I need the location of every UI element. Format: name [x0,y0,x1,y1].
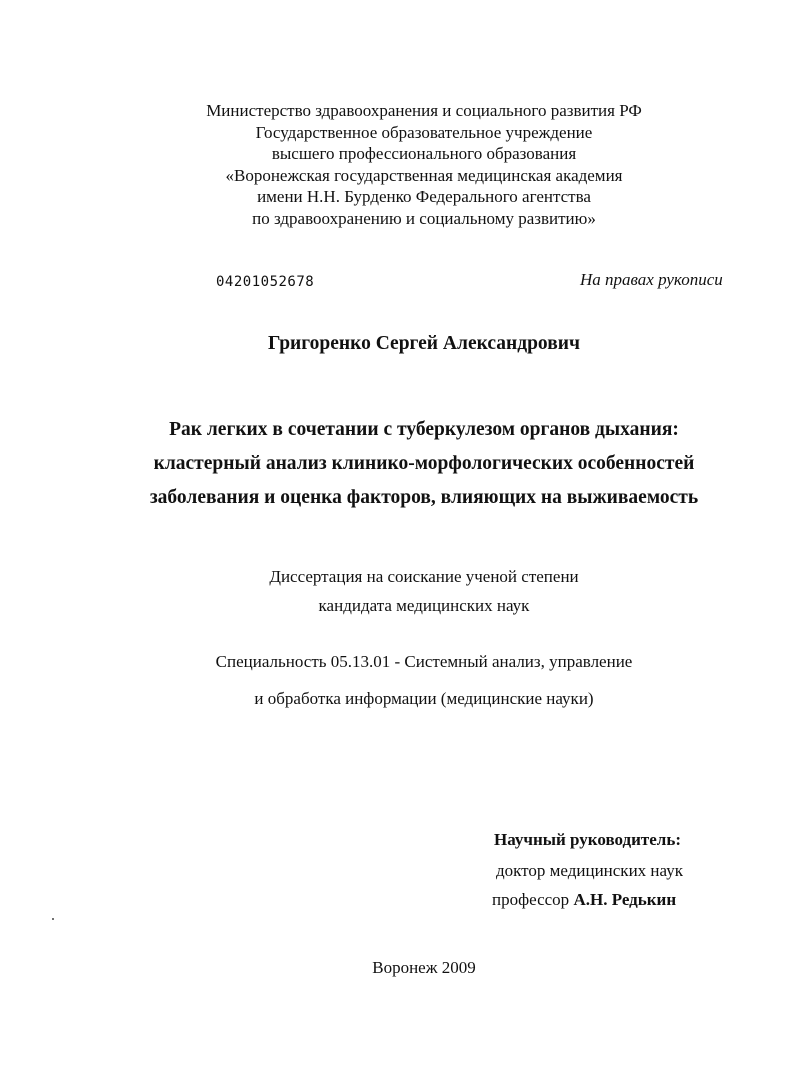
title-line-3: заболевания и оценка факторов, влияющих на выживаемость [149,487,699,508]
author-name: Григоренко Сергей Александрович [268,333,580,354]
supervisor-title: профессор [492,890,570,909]
catalog-number: 04201052678 [216,274,315,290]
header-line-agency: по здравоохранению и социальному развитию» [252,208,596,228]
institution-header [0,100,792,229]
supervisor-heading: Научный руководитель: [494,830,681,849]
speciality-line-2: и обработка информации (медицинские науки) [254,689,594,708]
supervisor-degree: доктор медицинских наук [496,861,683,880]
header-line-academy: «Воронежская государственная медицинская академия [225,165,623,185]
manuscript-rights-note: На правах рукописи [580,270,723,289]
header-line-education-level: высшего профессионального образования [271,144,577,163]
header-line-ministry: Министерство здравоохранения и социального развития РФ [206,101,642,120]
supervisor-name: А.Н. Редькин [573,890,677,909]
header-line-academy-name: имени Н.Н. Бурденко Федерального агентства [257,187,591,206]
city-and-year: Воронеж 2009 [372,958,476,977]
title-line-1: Рак легких в сочетании с туберкулезом органов дыхания: [169,419,679,440]
supervisor-title-and-name [492,890,676,910]
title-line-2: кластерный анализ клинико-морфологических особенностей [153,453,695,474]
header-line-institution-type: Государственное образовательное учреждение [255,122,593,142]
degree-line-1: Диссертация на соискание ученой степени [269,567,579,586]
speciality-line-1: Специальность 05.13.01 - Системный анализ, управление [215,652,633,671]
speciality-statement [0,643,792,717]
dissertation-title [0,413,792,515]
degree-line-2: кандидата медицинских наук [318,596,530,615]
degree-statement [0,562,792,620]
scan-speck [52,918,54,920]
